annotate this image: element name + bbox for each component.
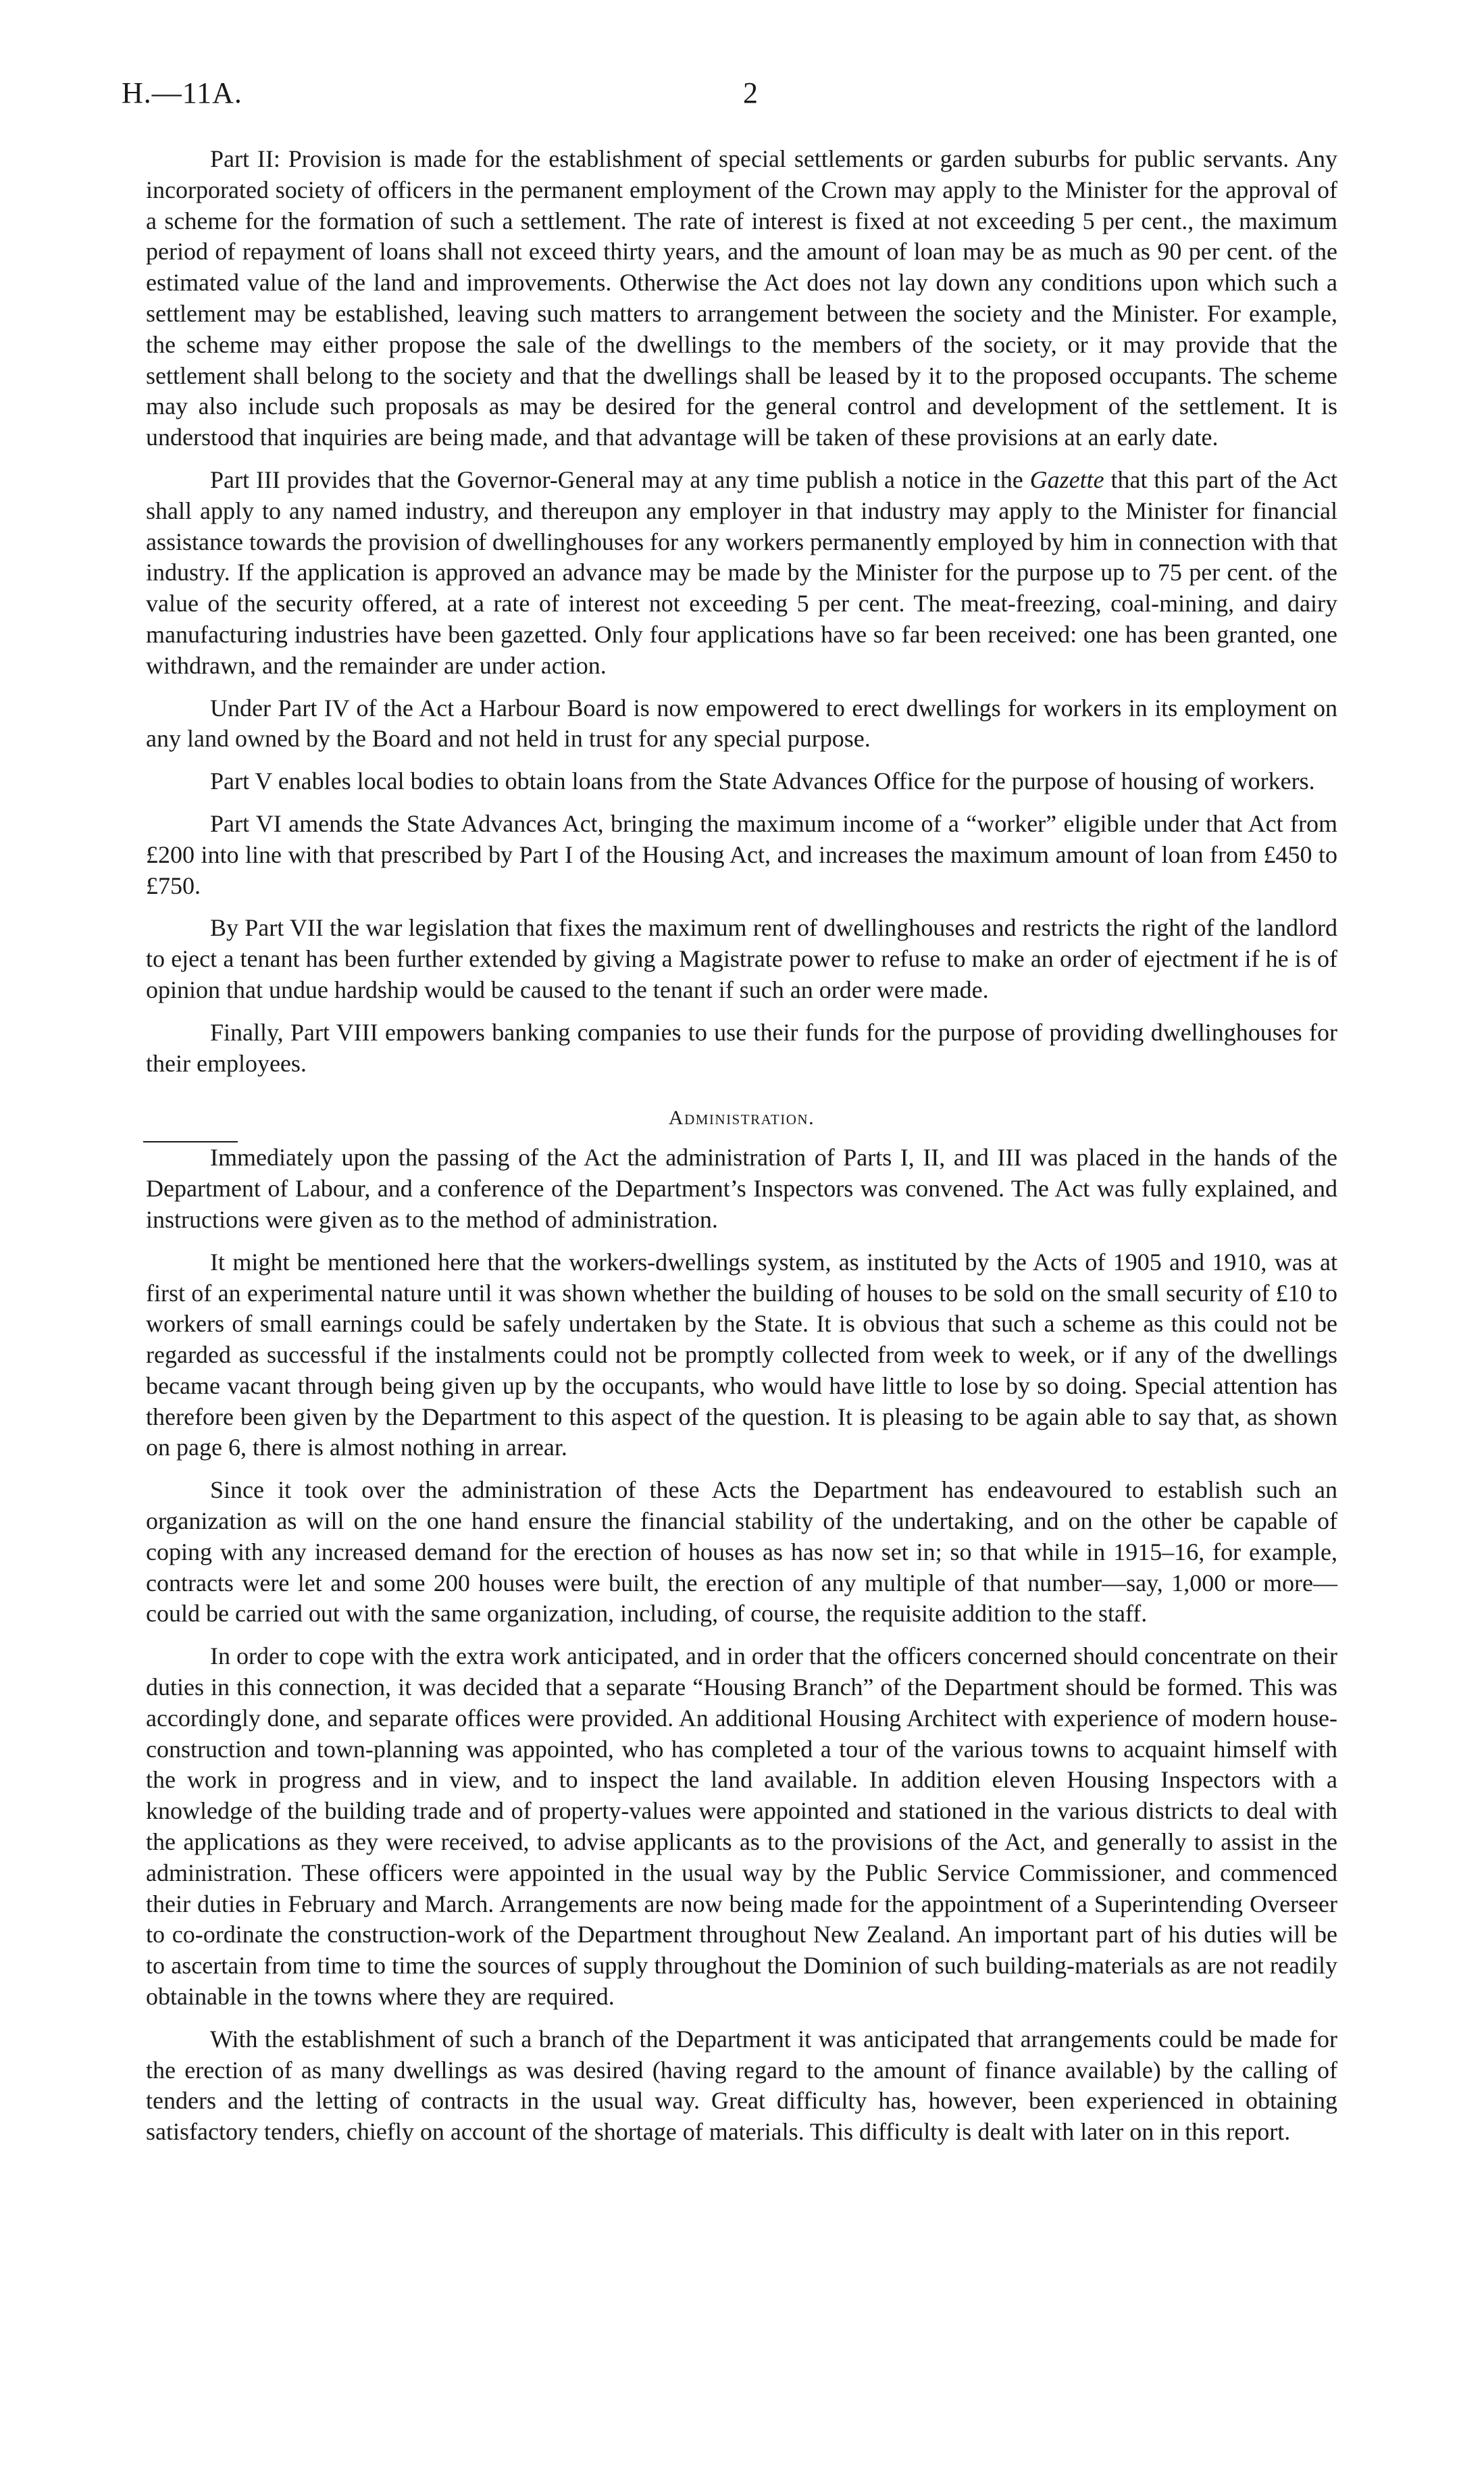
paragraph-part-vii: By Part VII the war legislation that fixes the maximum rent of dwellinghouses and restricts the right of the landlord to eject a tenant has been further extended by giving a Magistrate power to refuse to make an order of ejectment if he is of opinion that undue hardship would be caused to the tenant if such an order were made. [146,914,1337,1003]
paragraph-admin-5: With the establishment of such a branch of the Department it was anticipated that arrangements could be made for the erection of as many dwellings as was desired (having regard to the amount of finance available) by the calling of tenders and the letting of contracts in the usual way. Great difficulty has, however, been experienced in obtaining satisfactory tenders, chiefly on account of the shortage of materials. This difficulty is dealt with later on in this report. [146,2025,1337,2146]
paragraph-part-iii-rest: that this part of the Act shall apply to any named industry, and thereupon any employer in that industry may apply to the Minister for financial assistance towards the provision of dwellinghouses for any workers permanently employed by him in connection with that industry. If the application is approved an advance may be made by the Minister for the purpose up to 75 per cent. of the value of the security offered, at a rate of interest not exceeding 5 per cent. The meat-freezing, coal-mining, and dairy manufacturing industries have been gazetted. Only four applications have so far been received: one has been granted, one withdrawn, and the remainder are under action. [146,465,1337,679]
paragraph-part-ii: Part II: Provision is made for the establishment of special settlements or garden suburbs for public servants. Any incorporated society of officers in the permanent employment of the Crown may apply to the Minister for the approval of a scheme for the formation of such a settlement. The rate of interest is fixed at not exceeding 5 per cent., the maximum period of repayment of loans shall not exceed thirty years, and the amount of loan may be as much as 90 per cent. of the estimated value of the land and improvements. Otherwise the Act does not lay down any conditions upon which such a settlement may be established, leaving such matters to arrangement between the society and the Minister. For example, the scheme may either propose the sale of the dwellings to the members of the society, or it may provide that the settlement shall belong to the society and that the dwellings shall be leased by it to the proposed occupants. The scheme may also include such proposals as may be desired for the general control and development of the settlement. It is understood that inquiries are being made, and that advantage will be taken of these provisions at an early date. [146,145,1337,451]
paragraph-part-iv: Under Part IV of the Act a Harbour Board is now empowered to erect dwellings for workers in its employment on any land owned by the Board and not held in trust for any special purpose. [146,694,1337,753]
section-heading-administration: Administration. [668,1107,815,1130]
paragraph-part-iii-start: Part III provides that the Governor-General may at any time publish a notice in the [210,465,1030,493]
paragraph-part-iii [146,465,1337,682]
paragraph-part-viii: Finally, Part VIII empowers banking companies to use their funds for the purpose of providing dwellinghouses for their employees. [146,1018,1337,1077]
paragraph-admin-2: It might be mentioned here that the workers-dwellings system, as instituted by the Acts of 1905 and 1910, was at first of an experimental nature until it was shown whether the building of houses to be sold on the small security of £10 to workers of small earnings could be safely undertaken by the State. It is obvious that such a scheme as this could not be regarded as successful if the instalments could not be promptly collected from week to week, or if any of the dwellings became vacant through being given up by the occupants, who would have little to lose by so doing. Special attention has therefore been given by the Department to this aspect of the question. It is pleasing to be again able to say that, as shown on page 6, there is almost nothing in arrear. [146,1248,1337,1461]
document-reference: H.—11A. [122,76,242,109]
paragraph-admin-1: Immediately upon the passing of the Act the administration of Parts I, II, and III was placed in the hands of the Department of Labour, and a conference of the Department’s Inspectors was convened. The Act was fully explained, and instructions were given as to the method of administration. [146,1144,1337,1233]
page-header [122,76,1349,116]
paragraph-admin-4: In order to cope with the extra work anticipated, and in order that the officers concerned should concentrate on their duties in this connection, it was decided that a separate “Housing Branch” of the Department should be formed. This was accordingly done, and separate offices were provided. An additional Housing Architect with experience of modern house-construction and town-planning was appointed, who has completed a tour of the various towns to acquaint himself with the work in progress and in view, and to inspect the land available. In addition eleven Housing Inspectors with a knowledge of the building trade and of property-values were appointed and stationed in the various districts to deal with the applications as they were received, to advise applicants as to the provisions of the Act, and generally to assist in the administration. These officers were appointed in the usual way by the Public Service Commissioner, and commenced their duties in February and March. Arrangements are now being made for the appointment of a Superintending Overseer to co-ordinate the construction-work of the Department throughout New Zealand. An important part of his duties will be to ascertain from time to time the sources of supply throughout the Dominion of such building-materials as are not readily obtainable in the towns where they are required. [146,1642,1337,2011]
paragraph-part-vi: Part VI amends the State Advances Act, bringing the maximum income of a “worker” eligible under that Act from £200 into line with that prescribed by Part I of the Housing Act, and increases the maximum amount of loan from £450 to £750. [146,809,1337,899]
gazette-italic: Gazette [1029,465,1104,493]
paragraph-admin-3: Since it took over the administration of these Acts the Department has endeavoured to establish such an organization as will on the one hand ensure the financial stability of the undertaking, and on the other be capable of coping with any increased demand for the erection of houses as has now set in; so that while in 1915–16, for example, contracts were let and some 200 houses were built, the erection of any multiple of that number—say, 1,000 or more—could be carried out with the same organization, including, of course, the requisite addition to the staff. [146,1476,1337,1628]
paragraph-part-v: Part V enables local bodies to obtain loans from the State Advances Office for the purpose of housing of workers. [210,768,1315,795]
page-number: 2 [743,76,759,109]
body-text [146,144,1337,2159]
